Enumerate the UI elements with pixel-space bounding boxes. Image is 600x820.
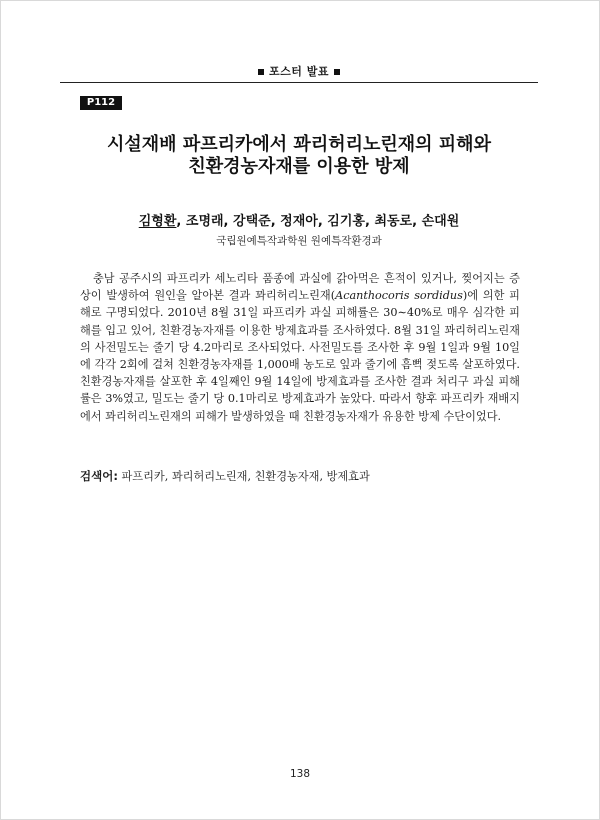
author-list bbox=[60, 210, 538, 229]
section-header-text bbox=[253, 63, 345, 79]
species-name: Acanthocoris sordidus bbox=[335, 289, 463, 303]
abstract-text-2: )에 의한 피해로 구명되었다. 2010년 8월 31일 파프리카 과실 피해률은 30∼40%로 매우 심각한 피해를 입고 있어, 친환경농자재를 이용한 방제효과를 조사하였다. 8월 31일 꽈리허리노린재의 사전밀도는 줄기 당 4.2마리로 조사되었다. 사전밀도를 조사한 후 9월 1일과 9월 10일에 각각 2회에 걸쳐 친환경농자재를 1,000배 농도로 잎과 줄기에 흠뻑 젖도록 살포하였다. 친환경농자재를 살포한 후 4일째인 9월 14일에 방제효과를 조사한 결과 처리구 과실 피해률은 3%였고, 밀도는 줄기 당 0.1마리로 방제효과가 높았다. 따라서 향후 파프리카 재배지에서 꽈리허리노린재의 피해가 발생하였을 때 친환경농자재가 유용한 방제 수단이었다. bbox=[80, 289, 520, 423]
section-header bbox=[60, 64, 538, 78]
paper-code-badge: P112 bbox=[80, 96, 122, 110]
first-author: 김형환 bbox=[138, 214, 177, 229]
title-line-1: 시설재배 파프리카에서 꽈리허리노린재의 피해와 bbox=[107, 134, 491, 155]
affiliation: 국립원예특작과학원 원예특작환경과 bbox=[216, 235, 382, 247]
keywords-list: 파프리카, 꽈리허리노린재, 친환경농자재, 방제효과 bbox=[117, 470, 370, 483]
title-line-2: 친환경농자재를 이용한 방제 bbox=[188, 156, 410, 177]
section-label: 포스터 발표 bbox=[269, 65, 329, 78]
co-authors: , 조명래, 강택준, 정재아, 김기홍, 최동로, 손대원 bbox=[176, 214, 460, 229]
header-rule bbox=[60, 82, 538, 83]
keywords-label: 검색어: bbox=[80, 469, 118, 483]
abstract bbox=[80, 270, 520, 425]
abstract-paragraph bbox=[80, 270, 520, 425]
abstract-text-1: 충남 공주시의 파프리카 세노리타 품종에 과실에 갉아먹은 흔적이 있거나, 찢어지는 증상이 발생하여 원인을 알아본 결과 꽈리허리노린재( bbox=[80, 272, 520, 303]
keywords bbox=[80, 468, 520, 485]
paper-title bbox=[60, 134, 538, 178]
square-bullet-icon bbox=[334, 69, 340, 75]
page-number: 138 bbox=[289, 768, 311, 780]
square-bullet-icon bbox=[258, 69, 264, 75]
